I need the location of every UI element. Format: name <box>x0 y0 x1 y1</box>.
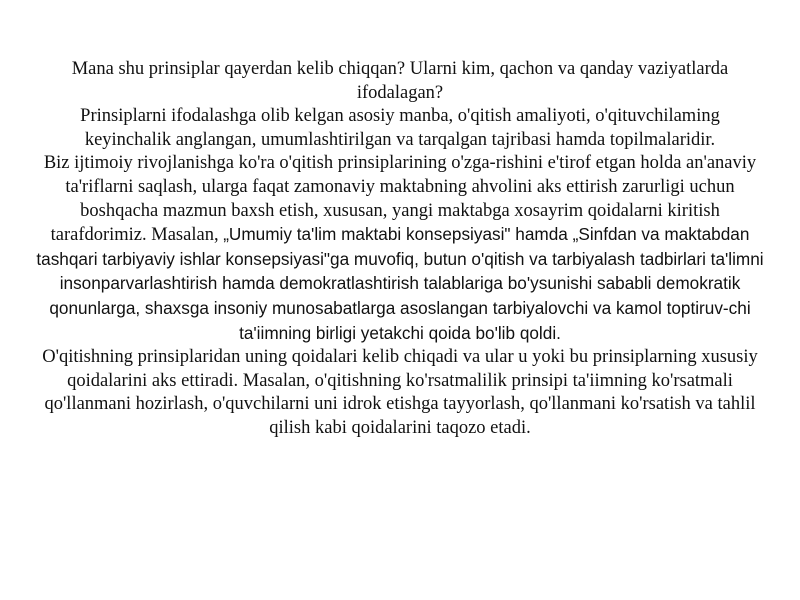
paragraph-position-serif-part: Biz ijtimoiy rivojlanishga ko'ra o'qitish prinsiplarining o'zga-rishini e'tirof etgan holda an'anaviy ta'riflarni saqlash, ularga faqat zamonaviy maktabning ahvolini aks ettirish zarurligi uchun boshqacha mazmun baxsh etish, xususan, yangi maktabga xosayrim qoidalarni kiritish tarafdorimiz. Masalan, <box>43 153 757 246</box>
paragraph-question: Mana shu prinsiplar qayerdan kelib chiqqan? Ularni kim, qachon va qanday vaziyatlarda ifodalagan? <box>71 59 729 103</box>
paragraph-sources: Prinsiplarni ifodalashga olib kelgan asosiy manba, o'qitish amaliyoti, o'qituvchilaming keyinchalik anglangan, umumlashtirilgan va tarqalgan tajribasi hamda topilmalaridir. <box>80 106 720 150</box>
document-text <box>35 58 765 441</box>
paragraph-position-sans-part: „Umumiy ta'lim maktabi konsepsiyasi" hamda „Sinfdan va maktabdan tashqari tarbiyaviy ishlar konsepsiyasi"ga muvofiq, butun o'qitish va tarbiyalash tadbirlari ta'limni insonparvarlashtirish hamda demokratlashtirish talablariga bo'ysunishi sababli demokratik qonunlarga, shaxsga insoniy munosabatlarga asoslangan tarbiyalovchi va kamol toptiruv-chi ta'iimning birligi yetakchi qoida bo'lib qoldi. <box>36 224 764 343</box>
paragraph-position <box>35 152 765 346</box>
paragraph-rules: O'qitishning prinsiplaridan uning qoidalari kelib chiqadi va ular u yoki bu prinsiplarning xususiy qoidalarini aks ettiradi. Masalan, o'qitishning ko'rsatmalilik prinsipi ta'iimning ko'rsatmali qo'llanmani hozirlash, o'quvchilarni uni idrok etishga tayyorlash, qo'llanmani ko'rsatish va tahlil qilish kabi qoidalarini taqozo etadi. <box>42 347 758 438</box>
